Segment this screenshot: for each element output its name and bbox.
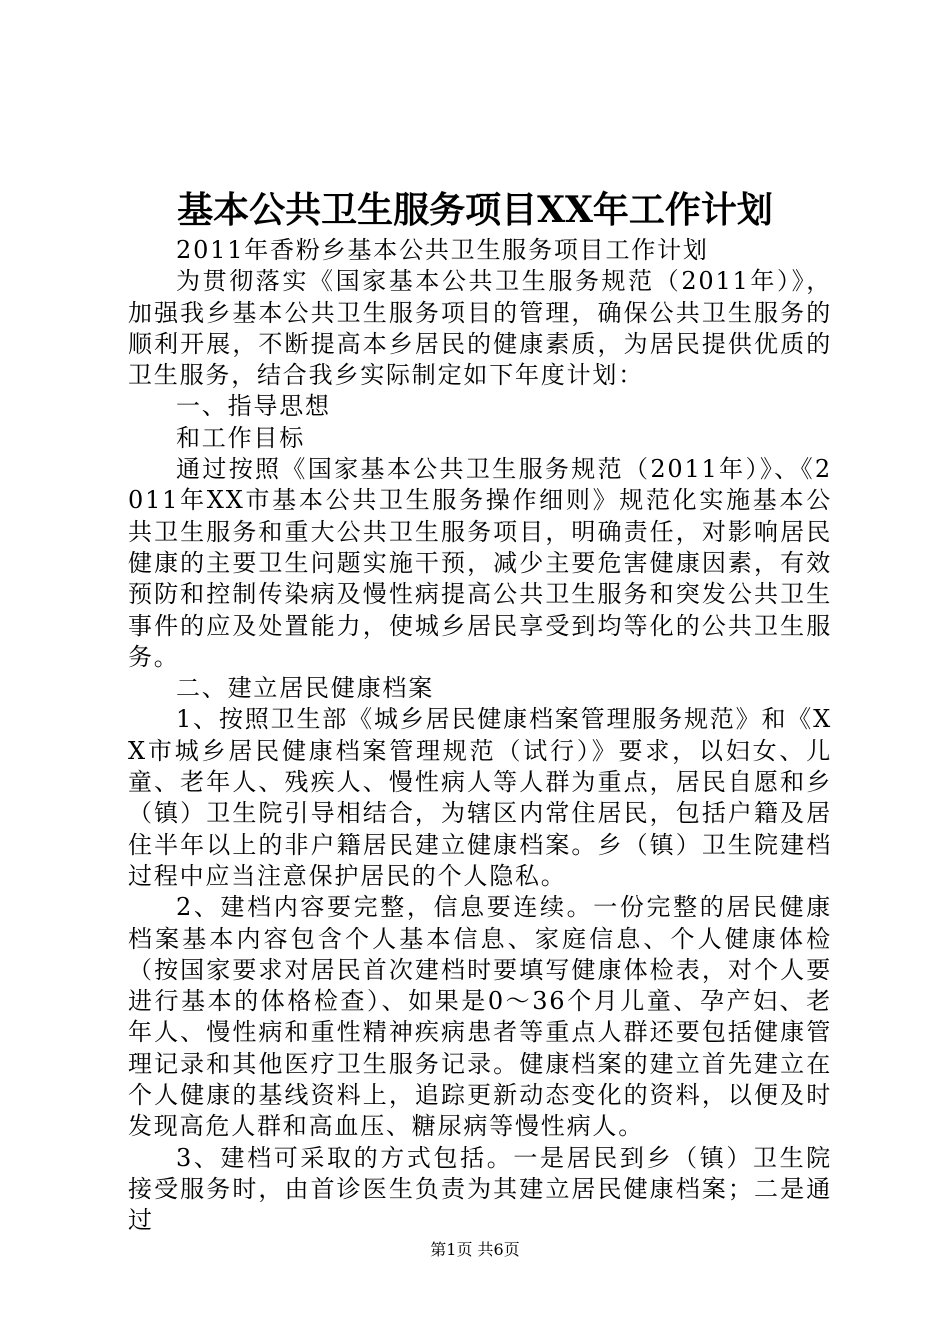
paragraph-item-2: 2、建档内容要完整，信息要连续。一份完整的居民健康档案基本内容包含个人基本信息、家庭信息、个人健康体检（按国家要求对居民首次建档时要填写健康体检表，对个人要进行基本的体格检查）、如果是0～36个月儿童、孕产妇、老年人、慢性病和重性精神疾病患者等重点人群还要包括健康管理记录和其他医疗卫生服务记录。健康档案的建立首先建立在个人健康的基线资料上，追踪更新动态变化的资料，以便及时发现高危人群和高血压、糖尿病等慢性病人。 bbox=[128, 893, 832, 1141]
paragraph-goals: 通过按照《国家基本公共卫生服务规范（2011年）》、《2011年XX市基本公共卫生服务操作细则》规范化实施基本公共卫生服务和重大公共卫生服务项目，明确责任，对影响居民健康的主要卫生问题实施干预，减少主要危害健康因素，有效预防和控制传染病及慢性病提高公共卫生服务和突发公共卫生事件的应及处置能力，使城乡居民享受到均等化的公共卫生服务。 bbox=[128, 455, 832, 671]
page-number-footer: 第1页 共6页 bbox=[430, 1240, 520, 1259]
section-heading-work-goals: 和工作目标 bbox=[176, 423, 305, 452]
paragraph-item-1: 1、按照卫生部《城乡居民健康档案管理服务规范》和《XX市城乡居民健康档案管理规范（试行）》要求，以妇女、儿童、老年人、残疾人、慢性病人等人群为重点，居民自愿和乡（镇）卫生院引导相结合，为辖区内常住居民，包括户籍及居住半年以上的非户籍居民建立健康档案。乡（镇）卫生院建档过程中应当注意保护居民的个人隐私。 bbox=[128, 705, 832, 890]
paragraph-intro: 为贯彻落实《国家基本公共卫生服务规范（2011年）》，加强我乡基本公共卫生服务项目的管理，确保公共卫生服务的顺利开展，不断提高本乡居民的健康素质，为居民提供优质的卫生服务，结合我乡实际制定如下年度计划： bbox=[128, 267, 832, 390]
section-heading-health-records: 二、建立居民健康档案 bbox=[176, 674, 434, 703]
paragraph-item-3: 3、建档可采取的方式包括。一是居民到乡（镇）卫生院接受服务时，由首诊医生负责为其建立居民健康档案；二是通过 bbox=[128, 1143, 832, 1235]
section-heading-guiding-thought: 一、指导思想 bbox=[176, 392, 331, 421]
document-title: 基本公共卫生服务项目XX年工作计划 bbox=[177, 189, 773, 231]
paragraph-subtitle: 2011年香粉乡基本公共卫生服务项目工作计划 bbox=[176, 236, 709, 264]
document-body bbox=[128, 235, 832, 1237]
